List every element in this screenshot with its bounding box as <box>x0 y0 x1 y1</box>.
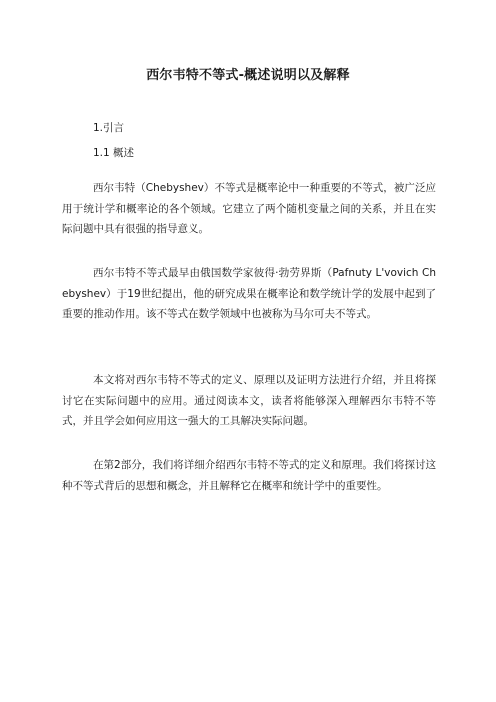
section-heading-introduction: 1.引言 <box>93 122 125 134</box>
paragraph-3: 本文将对西尔韦特不等式的定义、原理以及证明方法进行介绍，并且将探讨它在实际问题中的应用。通过阅读本文，读者将能够深入理解西尔韦特不等式，并且学会如何应用这一强大的工具解决实际问题。 <box>62 374 436 427</box>
section-heading-overview: 1.1 概述 <box>93 147 135 159</box>
paragraph-1: 西尔韦特（Chebyshev）不等式是概率论中一种重要的不等式，被广泛应用于统计学和概率论的各个领域。它建立了两个随机变量之间的关系，并且在实际问题中具有很强的指导意义。 <box>62 182 436 235</box>
document-title: 西尔韦特不等式-概述说明以及解释 <box>146 68 350 83</box>
paragraph-2: 西尔韦特不等式最早由俄国数学家彼得·勃劳界斯（Pafnuty L'vovich Chebyshev）于19世纪提出，他的研究成果在概率论和数学统计学的发展中起到了重要的推动作用。该不等式在数学领域中也被称为马尔可夫不等式。 <box>62 267 436 320</box>
paragraph-4: 在第2部分，我们将详细介绍西尔韦特不等式的定义和原理。我们将探讨这种不等式背后的思想和概念，并且解释它在概率和统计学中的重要性。 <box>62 459 436 492</box>
